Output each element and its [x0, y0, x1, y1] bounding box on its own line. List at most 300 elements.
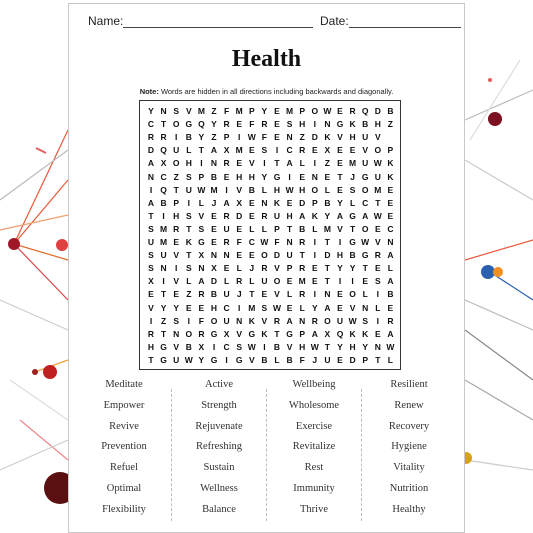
grid-letter[interactable]: G: [286, 328, 293, 339]
grid-letter[interactable]: O: [172, 119, 180, 130]
grid-letter[interactable]: A: [299, 210, 306, 221]
grid-letter[interactable]: X: [324, 145, 331, 156]
grid-letter[interactable]: G: [361, 171, 369, 182]
grid-letter[interactable]: M: [323, 223, 331, 234]
grid-letter[interactable]: E: [299, 171, 306, 182]
grid-letter[interactable]: U: [261, 276, 268, 287]
grid-letter[interactable]: Z: [211, 132, 217, 143]
grid-letter[interactable]: L: [223, 276, 230, 287]
grid-letter[interactable]: U: [173, 354, 180, 365]
grid-letter[interactable]: V: [173, 276, 180, 287]
grid-letter[interactable]: K: [349, 119, 356, 130]
grid-letter[interactable]: A: [147, 197, 155, 208]
grid-letter[interactable]: I: [149, 315, 153, 326]
grid-letter[interactable]: X: [148, 276, 154, 287]
grid-letter[interactable]: Q: [160, 145, 167, 156]
grid-letter[interactable]: T: [362, 263, 368, 274]
grid-letter[interactable]: R: [160, 132, 167, 143]
grid-letter[interactable]: G: [248, 328, 256, 339]
grid-letter[interactable]: I: [162, 276, 165, 287]
grid-letter[interactable]: B: [210, 289, 218, 300]
grid-letter[interactable]: Y: [211, 119, 217, 130]
grid-letter[interactable]: N: [210, 250, 218, 261]
grid-letter[interactable]: D: [374, 106, 381, 116]
grid-letter[interactable]: E: [248, 145, 255, 156]
grid-letter[interactable]: L: [349, 197, 356, 208]
grid-letter[interactable]: U: [223, 289, 230, 300]
grid-letter[interactable]: I: [275, 145, 279, 156]
grid-letter[interactable]: A: [198, 276, 205, 287]
grid-letter[interactable]: Y: [261, 106, 268, 116]
grid-letter[interactable]: O: [172, 158, 180, 169]
grid-letter[interactable]: E: [374, 263, 381, 274]
grid-letter[interactable]: E: [198, 302, 205, 313]
grid-letter[interactable]: I: [225, 184, 228, 195]
grid-letter[interactable]: H: [185, 158, 192, 169]
grid-letter[interactable]: W: [272, 302, 282, 313]
grid-letter[interactable]: J: [312, 354, 318, 365]
grid-letter[interactable]: E: [211, 210, 217, 221]
grid-letter[interactable]: W: [247, 341, 256, 352]
grid-letter[interactable]: V: [362, 145, 369, 156]
grid-letter[interactable]: S: [173, 106, 180, 116]
grid-letter[interactable]: E: [337, 302, 343, 313]
grid-letter[interactable]: L: [261, 184, 267, 195]
grid-letter[interactable]: B: [387, 106, 394, 116]
grid-letter[interactable]: S: [374, 276, 381, 287]
grid-letter[interactable]: I: [338, 237, 342, 247]
grid-letter[interactable]: I: [238, 132, 241, 143]
grid-letter[interactable]: A: [387, 328, 394, 339]
grid-letter[interactable]: T: [324, 263, 330, 274]
grid-letter[interactable]: L: [299, 302, 305, 313]
grid-letter[interactable]: P: [286, 263, 293, 274]
grid-letter[interactable]: T: [148, 354, 154, 365]
grid-letter[interactable]: S: [261, 145, 268, 156]
grid-letter[interactable]: T: [160, 289, 167, 300]
grid-letter[interactable]: L: [362, 289, 368, 300]
grid-letter[interactable]: E: [387, 302, 394, 313]
grid-letter[interactable]: U: [185, 184, 192, 195]
grid-letter[interactable]: J: [211, 197, 217, 208]
grid-letter[interactable]: P: [223, 132, 230, 143]
grid-letter[interactable]: W: [184, 354, 193, 365]
grid-letter[interactable]: V: [349, 302, 356, 313]
grid-letter[interactable]: T: [186, 250, 192, 261]
grid-letter[interactable]: J: [236, 289, 242, 300]
grid-letter[interactable]: N: [147, 171, 155, 182]
grid-letter[interactable]: C: [147, 119, 155, 130]
grid-letter[interactable]: T: [186, 223, 192, 234]
grid-letter[interactable]: Y: [311, 302, 318, 313]
grid-letter[interactable]: S: [148, 250, 154, 261]
grid-letter[interactable]: R: [261, 210, 268, 221]
grid-letter[interactable]: R: [349, 106, 356, 116]
grid-letter[interactable]: N: [311, 171, 318, 182]
grid-letter[interactable]: I: [200, 158, 203, 169]
grid-letter[interactable]: A: [286, 315, 293, 326]
grid-letter[interactable]: E: [185, 302, 192, 313]
grid-letter[interactable]: K: [362, 328, 369, 339]
grid-letter[interactable]: J: [249, 263, 255, 274]
grid-letter[interactable]: W: [323, 106, 332, 116]
grid-letter[interactable]: A: [223, 197, 230, 208]
grid-letter[interactable]: V: [274, 263, 280, 274]
grid-letter[interactable]: X: [236, 197, 243, 208]
grid-letter[interactable]: M: [210, 184, 218, 195]
grid-letter[interactable]: N: [286, 132, 293, 143]
grid-letter[interactable]: C: [223, 341, 230, 352]
grid-letter[interactable]: T: [375, 197, 381, 208]
grid-letter[interactable]: E: [236, 250, 243, 261]
grid-letter[interactable]: N: [324, 119, 331, 130]
grid-letter[interactable]: I: [149, 184, 153, 195]
grid-letter[interactable]: I: [263, 341, 266, 352]
grid-letter[interactable]: Y: [324, 210, 331, 221]
grid-letter[interactable]: A: [387, 250, 394, 261]
grid-letter[interactable]: Y: [349, 263, 356, 274]
grid-letter[interactable]: R: [387, 315, 394, 326]
grid-letter[interactable]: N: [160, 263, 167, 274]
grid-letter[interactable]: O: [374, 145, 382, 156]
grid-letter[interactable]: R: [273, 315, 281, 326]
grid-letter[interactable]: B: [210, 171, 218, 182]
grid-letter[interactable]: C: [160, 171, 167, 182]
grid-letter[interactable]: R: [299, 145, 306, 156]
grid-letter[interactable]: E: [274, 119, 280, 130]
grid-letter[interactable]: S: [362, 315, 369, 326]
grid-letter[interactable]: I: [187, 197, 190, 208]
grid-letter[interactable]: B: [185, 341, 192, 352]
grid-letter[interactable]: I: [212, 341, 216, 352]
grid-letter[interactable]: H: [374, 119, 381, 130]
grid-letter[interactable]: O: [261, 250, 268, 261]
grid-letter[interactable]: M: [160, 237, 168, 247]
grid-letter[interactable]: S: [286, 119, 293, 130]
grid-letter[interactable]: E: [337, 184, 343, 195]
grid-letter[interactable]: U: [160, 250, 167, 261]
grid-letter[interactable]: R: [236, 276, 243, 287]
grid-letter[interactable]: R: [173, 223, 180, 234]
grid-letter[interactable]: Y: [261, 171, 268, 182]
grid-letter[interactable]: Q: [198, 119, 205, 130]
grid-letter[interactable]: M: [248, 302, 256, 313]
grid-letter[interactable]: T: [324, 237, 330, 247]
grid-letter[interactable]: I: [313, 237, 316, 247]
grid-letter[interactable]: I: [288, 171, 291, 182]
grid-letter[interactable]: U: [362, 132, 369, 143]
grid-letter[interactable]: U: [374, 171, 381, 182]
grid-letter[interactable]: N: [198, 263, 205, 274]
grid-letter[interactable]: A: [210, 145, 218, 156]
grid-letter[interactable]: E: [311, 263, 318, 274]
grid-letter[interactable]: S: [148, 263, 154, 274]
grid-letter[interactable]: E: [387, 210, 394, 221]
grid-letter[interactable]: E: [374, 328, 381, 339]
grid-letter[interactable]: V: [248, 354, 255, 365]
grid-letter[interactable]: O: [361, 223, 369, 234]
grid-letter[interactable]: B: [273, 341, 281, 352]
grid-letter[interactable]: B: [362, 119, 369, 130]
grid-letter[interactable]: E: [148, 289, 154, 300]
grid-letter[interactable]: A: [387, 276, 394, 287]
grid-letter[interactable]: U: [173, 145, 180, 156]
grid-letter[interactable]: M: [298, 276, 306, 287]
grid-letter[interactable]: O: [210, 315, 218, 326]
grid-letter[interactable]: N: [286, 237, 293, 247]
name-field[interactable]: [88, 14, 313, 28]
grid-letter[interactable]: T: [160, 328, 167, 339]
grid-letter[interactable]: P: [387, 145, 394, 156]
grid-letter[interactable]: Z: [160, 315, 167, 326]
grid-letter[interactable]: G: [349, 237, 356, 247]
grid-letter[interactable]: T: [249, 289, 255, 300]
grid-letter[interactable]: N: [362, 302, 369, 313]
grid-letter[interactable]: Y: [148, 106, 154, 116]
grid-letter[interactable]: V: [185, 106, 192, 116]
grid-letter[interactable]: G: [235, 354, 243, 365]
grid-letter[interactable]: Y: [362, 341, 369, 352]
grid-letter[interactable]: I: [225, 354, 228, 365]
grid-letter[interactable]: X: [223, 145, 230, 156]
grid-letter[interactable]: F: [249, 119, 255, 130]
grid-letter[interactable]: D: [299, 197, 306, 208]
grid-letter[interactable]: L: [249, 276, 255, 287]
grid-letter[interactable]: L: [186, 276, 192, 287]
grid-letter[interactable]: B: [299, 223, 306, 234]
grid-letter[interactable]: Q: [336, 328, 344, 339]
grid-letter[interactable]: T: [324, 341, 330, 352]
grid-letter[interactable]: F: [198, 315, 204, 326]
grid-letter[interactable]: C: [248, 237, 255, 247]
grid-letter[interactable]: V: [248, 158, 255, 169]
grid-letter[interactable]: S: [185, 210, 192, 221]
grid-letter[interactable]: Z: [186, 289, 192, 300]
grid-letter[interactable]: I: [263, 158, 266, 169]
grid-letter[interactable]: P: [198, 171, 205, 182]
grid-letter[interactable]: I: [313, 250, 316, 261]
name-line[interactable]: [123, 16, 313, 28]
grid-letter[interactable]: D: [311, 132, 318, 143]
grid-letter[interactable]: R: [261, 119, 268, 130]
grid-letter[interactable]: N: [324, 289, 331, 300]
grid-letter[interactable]: O: [311, 106, 319, 116]
grid-letter[interactable]: M: [235, 145, 243, 156]
grid-letter[interactable]: L: [387, 263, 393, 274]
grid-letter[interactable]: H: [336, 250, 344, 261]
grid-letter[interactable]: N: [223, 250, 230, 261]
grid-letter[interactable]: I: [338, 276, 342, 287]
grid-letter[interactable]: T: [349, 223, 356, 234]
grid-letter[interactable]: I: [162, 210, 165, 221]
grid-letter[interactable]: U: [324, 354, 331, 365]
grid-letter[interactable]: W: [247, 132, 256, 143]
grid-letter[interactable]: G: [210, 354, 218, 365]
grid-letter[interactable]: B: [324, 197, 331, 208]
grid-letter[interactable]: F: [299, 354, 305, 365]
grid-letter[interactable]: I: [175, 263, 178, 274]
grid-letter[interactable]: G: [349, 210, 356, 221]
grid-letter[interactable]: F: [274, 237, 280, 247]
grid-letter[interactable]: C: [223, 302, 230, 313]
grid-letter[interactable]: F: [261, 132, 267, 143]
grid-letter[interactable]: K: [387, 171, 394, 182]
grid-letter[interactable]: L: [236, 263, 242, 274]
grid-letter[interactable]: I: [187, 315, 190, 326]
grid-letter[interactable]: G: [210, 328, 218, 339]
grid-letter[interactable]: E: [223, 263, 230, 274]
grid-letter[interactable]: U: [147, 237, 155, 247]
grid-letter[interactable]: V: [261, 315, 268, 326]
grid-letter[interactable]: R: [374, 250, 381, 261]
grid-letter[interactable]: C: [387, 223, 394, 234]
grid-letter[interactable]: V: [374, 237, 381, 247]
grid-letter[interactable]: G: [273, 171, 281, 182]
grid-letter[interactable]: A: [336, 210, 344, 221]
grid-letter[interactable]: E: [261, 289, 268, 300]
grid-letter[interactable]: X: [198, 250, 205, 261]
grid-letter[interactable]: E: [349, 145, 356, 156]
grid-letter[interactable]: Z: [299, 132, 305, 143]
grid-letter[interactable]: E: [362, 276, 369, 287]
grid-letter[interactable]: V: [236, 328, 243, 339]
grid-letter[interactable]: B: [387, 289, 394, 300]
grid-letter[interactable]: L: [261, 223, 267, 234]
grid-letter[interactable]: T: [324, 276, 330, 287]
grid-letter[interactable]: E: [324, 171, 331, 182]
grid-letter[interactable]: R: [223, 237, 230, 247]
grid-letter[interactable]: U: [336, 315, 344, 326]
grid-letter[interactable]: X: [223, 328, 230, 339]
grid-letter[interactable]: L: [274, 354, 280, 365]
grid-letter[interactable]: O: [185, 328, 193, 339]
grid-letter[interactable]: A: [311, 328, 318, 339]
grid-letter[interactable]: X: [211, 263, 217, 274]
grid-letter[interactable]: G: [336, 119, 344, 130]
grid-letter[interactable]: R: [299, 237, 306, 247]
grid-letter[interactable]: E: [248, 197, 255, 208]
grid-letter[interactable]: Y: [337, 341, 343, 352]
grid-letter[interactable]: M: [197, 106, 205, 116]
grid-letter[interactable]: H: [236, 171, 243, 182]
grid-letter[interactable]: H: [349, 341, 356, 352]
grid-letter[interactable]: B: [185, 132, 192, 143]
grid-letter[interactable]: S: [349, 184, 356, 195]
grid-letter[interactable]: W: [361, 237, 370, 247]
grid-letter[interactable]: R: [223, 119, 230, 130]
grid-letter[interactable]: T: [198, 145, 204, 156]
grid-letter[interactable]: V: [173, 250, 180, 261]
grid-letter[interactable]: E: [337, 106, 343, 116]
grid-letter[interactable]: W: [310, 341, 319, 352]
grid-letter[interactable]: T: [274, 328, 280, 339]
grid-letter[interactable]: E: [337, 289, 343, 300]
grid-letter[interactable]: E: [387, 197, 394, 208]
grid-letter[interactable]: K: [273, 197, 281, 208]
grid-letter[interactable]: R: [147, 328, 155, 339]
grid-letter[interactable]: N: [210, 158, 218, 169]
grid-letter[interactable]: E: [274, 106, 280, 116]
grid-letter[interactable]: E: [211, 223, 217, 234]
grid-letter[interactable]: B: [349, 250, 356, 261]
grid-letter[interactable]: Y: [337, 263, 343, 274]
grid-letter[interactable]: V: [374, 132, 381, 143]
grid-letter[interactable]: D: [147, 145, 155, 156]
grid-letter[interactable]: E: [223, 171, 230, 182]
grid-letter[interactable]: H: [299, 119, 306, 130]
grid-letter[interactable]: L: [312, 223, 318, 234]
grid-letter[interactable]: S: [236, 341, 243, 352]
grid-letter[interactable]: I: [175, 132, 178, 143]
grid-letter[interactable]: I: [351, 276, 354, 287]
grid-letter[interactable]: A: [324, 302, 331, 313]
grid-letter[interactable]: Z: [173, 171, 179, 182]
grid-letter[interactable]: P: [173, 197, 180, 208]
grid-letter[interactable]: R: [261, 263, 268, 274]
grid-letter[interactable]: S: [185, 171, 192, 182]
grid-letter[interactable]: T: [299, 250, 305, 261]
grid-letter[interactable]: P: [299, 328, 306, 339]
grid-letter[interactable]: W: [386, 341, 395, 352]
grid-letter[interactable]: T: [286, 223, 293, 234]
grid-letter[interactable]: E: [286, 197, 293, 208]
grid-letter[interactable]: Q: [361, 106, 369, 116]
grid-letter[interactable]: K: [261, 328, 268, 339]
grid-letter[interactable]: E: [173, 289, 180, 300]
grid-letter[interactable]: H: [248, 171, 255, 182]
grid-letter[interactable]: G: [361, 250, 369, 261]
grid-letter[interactable]: R: [311, 315, 318, 326]
grid-letter[interactable]: K: [387, 158, 394, 169]
grid-letter[interactable]: L: [387, 354, 393, 365]
grid-letter[interactable]: L: [198, 197, 204, 208]
grid-letter[interactable]: Y: [173, 302, 180, 313]
grid-letter[interactable]: T: [337, 171, 343, 182]
grid-letter[interactable]: Q: [160, 184, 167, 195]
grid-letter[interactable]: R: [223, 158, 230, 169]
grid-letter[interactable]: P: [362, 354, 369, 365]
grid-letter[interactable]: E: [311, 276, 318, 287]
grid-letter[interactable]: U: [223, 315, 230, 326]
grid-letter[interactable]: N: [374, 341, 381, 352]
grid-letter[interactable]: V: [337, 132, 343, 143]
grid-letter[interactable]: Y: [337, 197, 343, 208]
grid-letter[interactable]: R: [198, 289, 205, 300]
grid-letter[interactable]: A: [147, 158, 155, 169]
grid-letter[interactable]: T: [274, 158, 280, 169]
grid-letter[interactable]: N: [261, 197, 268, 208]
grid-letter[interactable]: O: [361, 184, 369, 195]
grid-letter[interactable]: X: [198, 341, 205, 352]
grid-letter[interactable]: X: [324, 328, 331, 339]
grid-letter[interactable]: W: [285, 184, 294, 195]
grid-letter[interactable]: P: [311, 197, 318, 208]
date-line[interactable]: [349, 16, 461, 28]
grid-letter[interactable]: E: [374, 223, 381, 234]
grid-letter[interactable]: E: [236, 158, 243, 169]
grid-letter[interactable]: G: [160, 341, 167, 352]
grid-letter[interactable]: X: [160, 158, 167, 169]
grid-letter[interactable]: L: [375, 302, 381, 313]
grid-letter[interactable]: D: [210, 276, 218, 287]
date-field[interactable]: [320, 14, 461, 28]
grid-letter[interactable]: B: [286, 354, 293, 365]
grid-letter[interactable]: Z: [211, 106, 217, 116]
grid-letter[interactable]: D: [349, 354, 356, 365]
grid-letter[interactable]: T: [375, 354, 381, 365]
grid-letter[interactable]: O: [349, 289, 356, 300]
grid-letter[interactable]: H: [299, 184, 306, 195]
